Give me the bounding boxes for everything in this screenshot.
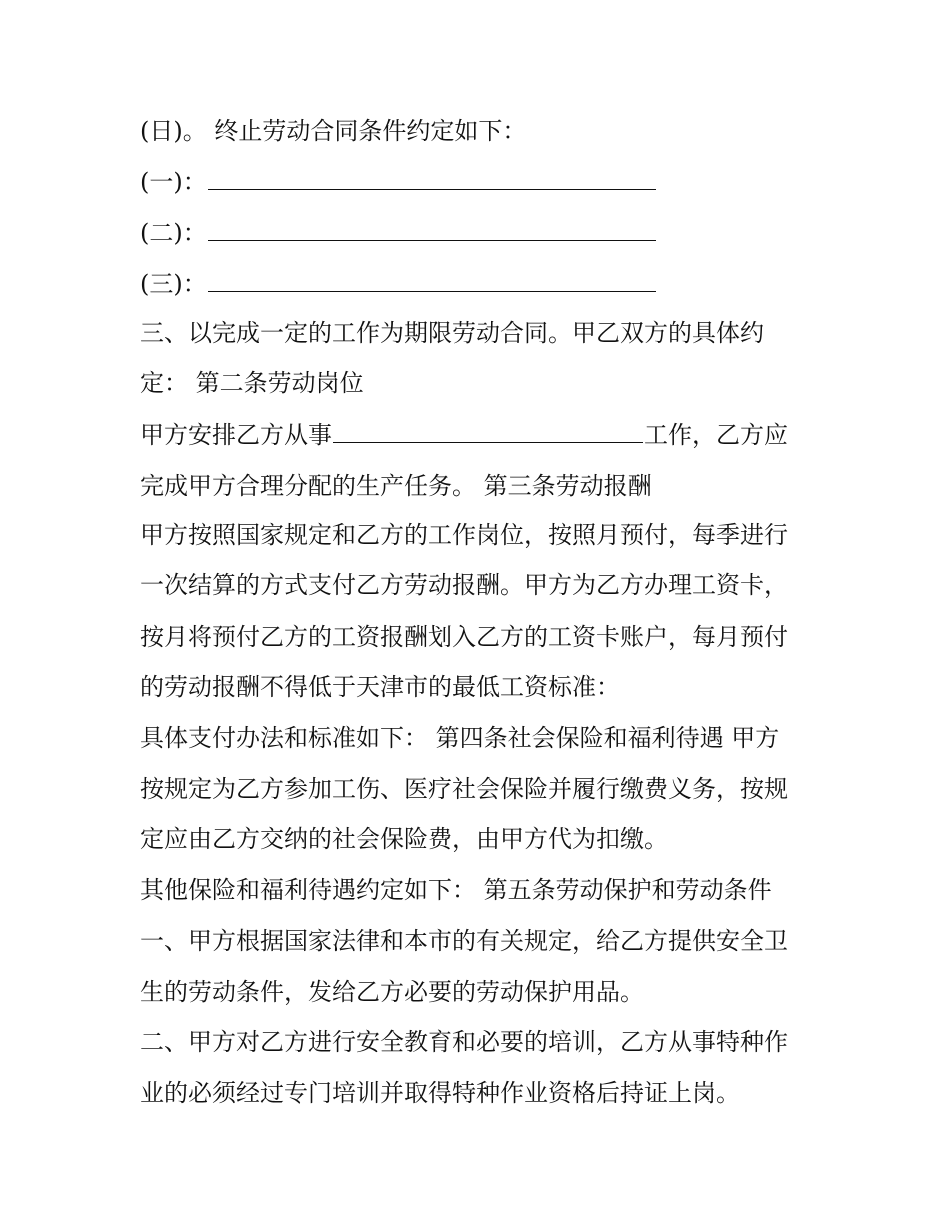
line-text: (日)。 终止劳动合同条件约定如下： — [140, 117, 527, 145]
line-text: (三)： — [140, 270, 207, 298]
text-line-remuneration-2 — [140, 568, 788, 602]
text-line-condition-1 — [140, 165, 657, 199]
line-text: 定应由乙方交纳的社会保险费，由甲方代为扣缴。 — [140, 825, 668, 853]
line-text: 甲方按照国家规定和乙方的工作岗位，按照月预付，每季进行 — [140, 521, 788, 549]
line-text: 生的劳动条件，发给乙方必要的劳动保护用品。 — [140, 978, 644, 1006]
line-text: (二)： — [140, 219, 207, 247]
text-line-labor-protection-2 — [140, 975, 644, 1009]
text-line-remuneration-1 — [140, 518, 788, 552]
text-line-article-3-heading — [140, 469, 652, 503]
line-text: 具体支付办法和标准如下： 第四条社会保险和福利待遇 甲方 — [140, 724, 780, 752]
line-text: 业的必须经过专门培训并取得特种作业资格后持证上岗。 — [140, 1079, 740, 1107]
text-line-article-2-heading — [140, 366, 364, 400]
line-text: 甲方安排乙方从事 — [140, 421, 332, 449]
text-line-social-insurance-2 — [140, 822, 668, 856]
fill-in-blank — [208, 167, 656, 190]
text-line-condition-2 — [140, 216, 657, 250]
line-text: 的劳动报酬不得低于天津市的最低工资标准： — [140, 673, 620, 701]
line-text: 三、以完成一定的工作为期限劳动合同。甲乙双方的具体约 — [140, 319, 764, 347]
text-line-remuneration-4 — [140, 670, 620, 704]
text-line-article-5-heading — [140, 873, 772, 907]
text-line-condition-3 — [140, 267, 657, 301]
line-text: 按月将预付乙方的工资报酬划入乙方的工资卡账户，每月预付 — [140, 623, 788, 651]
text-line-article-4-heading — [140, 721, 779, 755]
text-line-labor-protection-1 — [140, 924, 788, 958]
line-text: 一次结算的方式支付乙方劳动报酬。甲方为乙方办理工资卡， — [140, 571, 788, 599]
line-text: 二、甲方对乙方进行安全教育和必要的培训，乙方从事特种作 — [140, 1028, 788, 1056]
fill-in-blank — [333, 420, 643, 443]
text-line-job-assignment — [140, 418, 788, 452]
text-line-termination-conditions — [140, 114, 526, 148]
text-line-remuneration-3 — [140, 620, 788, 654]
text-line-safety-training-2 — [140, 1076, 740, 1110]
text-line-social-insurance-1 — [140, 772, 788, 806]
text-line-fixed-task-contract — [140, 316, 764, 350]
line-text: (一)： — [140, 168, 207, 196]
line-text: 定： 第二条劳动岗位 — [140, 369, 364, 397]
fill-in-blank — [208, 269, 656, 292]
text-line-safety-training-1 — [140, 1025, 788, 1059]
fill-in-blank — [208, 218, 656, 241]
line-text: 完成甲方合理分配的生产任务。 第三条劳动报酬 — [140, 472, 652, 500]
line-text: 按规定为乙方参加工伤、医疗社会保险并履行缴费义务，按规 — [140, 775, 788, 803]
line-text: 其他保险和福利待遇约定如下： 第五条劳动保护和劳动条件 — [140, 876, 772, 904]
line-text: 工作，乙方应 — [644, 421, 788, 449]
line-text: 一、甲方根据国家法律和本市的有关规定，给乙方提供安全卫 — [140, 927, 788, 955]
